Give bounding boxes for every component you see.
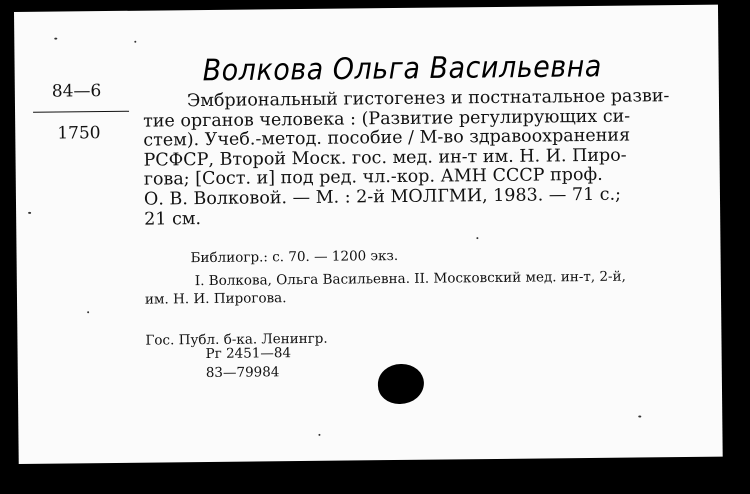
- description-line: О. В. Волковой. — М. : 2-й МОЛГМИ, 1983. — 71 с.;: [143, 184, 622, 210]
- description-line: Эмбриональный гистогенез и постнатальное разви-: [186, 86, 670, 112]
- library-number: 83—79984: [205, 364, 280, 382]
- description-line: гова; [Сост. и] под ред. чл.-кор. АМН СССР проф.: [143, 165, 603, 191]
- call-number-top: 84—6: [51, 81, 102, 102]
- catalog-card: [14, 5, 723, 464]
- tracing: [145, 267, 705, 309]
- speck: [638, 415, 641, 417]
- description-line: РСФСР, Второй Моск. гос. мед. ин-т им. Н. И. Пиро-: [143, 145, 627, 171]
- call-number-bottom: 1750: [57, 123, 101, 144]
- speck: [476, 237, 478, 239]
- description-line: стем). Учеб.-метод. пособие / М-во здравоохранения: [143, 125, 631, 151]
- speck: [318, 434, 320, 436]
- speck: [87, 311, 89, 313]
- description-line: тие органов человека : (Развитие регулирующих си-: [143, 106, 631, 132]
- speck: [134, 41, 136, 43]
- author-signature: Волкова Ольга Васильевна: [202, 49, 603, 89]
- tracing-line: I. Волкова, Ольга Васильевна. II. Московский мед. ин-т, 2-й,: [194, 268, 626, 290]
- library-code: Рг 2451—84: [205, 345, 292, 363]
- description-line: 21 см.: [144, 208, 202, 230]
- speck: [28, 212, 31, 214]
- ink-blot: [378, 364, 424, 404]
- tracing-line: им. Н. И. Пирогова.: [144, 290, 287, 308]
- call-number-divider: [33, 111, 129, 113]
- library-name: Гос. Публ. б-ка. Ленингр.: [145, 330, 328, 349]
- speck: [54, 38, 57, 40]
- bibliographic-description: [143, 87, 704, 230]
- bibliography-note: Библиогр.: с. 70. — 1200 экз.: [190, 247, 399, 267]
